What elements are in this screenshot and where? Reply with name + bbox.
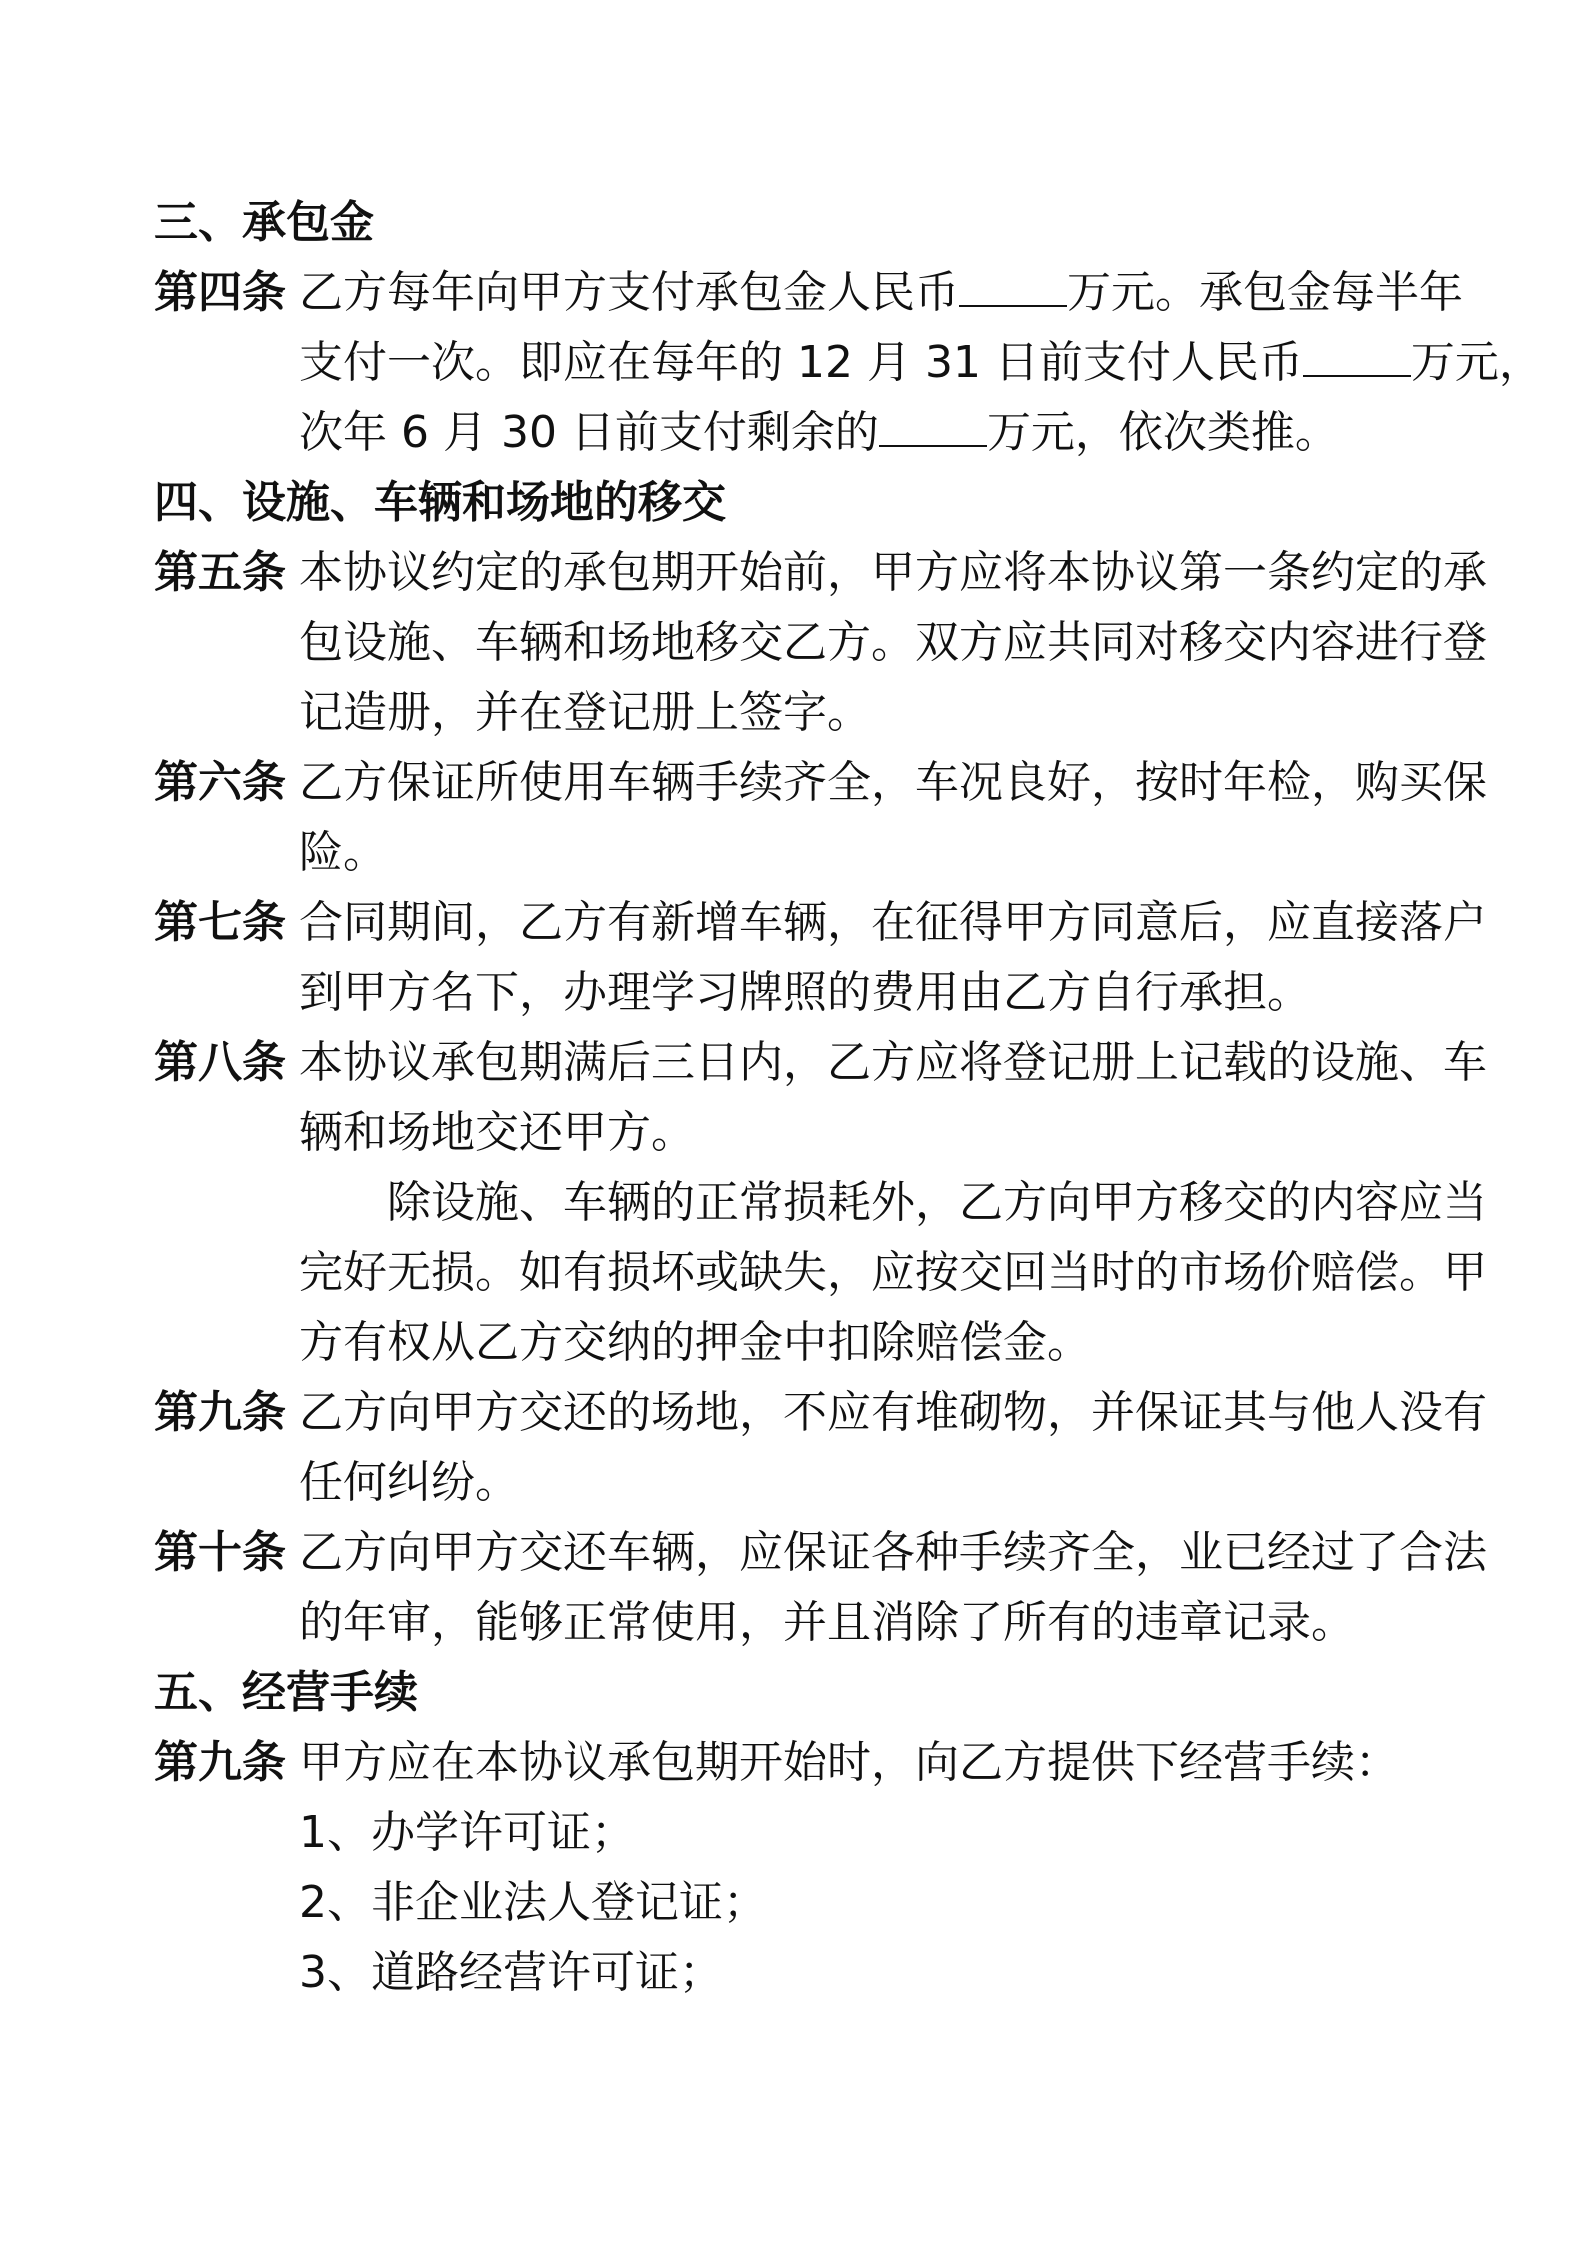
text-span: 支付一次。即应在每年的 12 月 31 日前支付人民币 — [299, 337, 1303, 388]
article-body — [299, 888, 1487, 1028]
article-line: 乙方向甲方交还的场地，不应有堆砌物，并保证其与他人没有 — [299, 1387, 1487, 1438]
article-body — [299, 538, 1487, 748]
article-body — [299, 1728, 1444, 1798]
list-item: 1、办学许可证； — [299, 1807, 635, 1858]
article-4 — [154, 258, 1543, 468]
article-8-paragraph-2 — [299, 1168, 1487, 1378]
article-line: 合同期间，乙方有新增车辆，在征得甲方同意后，应直接落户 — [299, 897, 1487, 948]
article-7 — [154, 888, 1487, 1028]
article-line: 除设施、车辆的正常损耗外，乙方向甲方移交的内容应当 — [387, 1177, 1487, 1228]
article-5 — [154, 538, 1487, 748]
article-line: 包设施、车辆和场地移交乙方。双方应共同对移交内容进行登 — [299, 617, 1487, 668]
section-heading-5: 五、经营手续 — [154, 1667, 418, 1718]
article-label: 第四条 — [154, 267, 286, 318]
article-line: 乙方向甲方交还车辆，应保证各种手续齐全，业已经过了合法 — [299, 1527, 1487, 1578]
article-line: 完好无损。如有损坏或缺失，应按交回当时的市场价赔偿。甲 — [299, 1247, 1487, 1298]
article-label: 第六条 — [154, 757, 286, 808]
article-label: 第七条 — [154, 897, 286, 948]
fill-blank — [879, 411, 987, 447]
section-heading-4: 四、设施、车辆和场地的移交 — [154, 477, 726, 528]
article-line: 甲方应在本协议承包期开始时，向乙方提供下经营手续： — [299, 1737, 1399, 1788]
list-item: 2、非企业法人登记证； — [299, 1877, 767, 1928]
article-line: 任何纠纷。 — [299, 1457, 519, 1508]
article-9-operations — [154, 1728, 1444, 1798]
article-label: 第八条 — [154, 1037, 286, 1088]
article-line: 本协议承包期满后三日内，乙方应将登记册上记载的设施、车 — [299, 1037, 1487, 1088]
article-line: 本协议约定的承包期开始前，甲方应将本协议第一条约定的承 — [299, 547, 1487, 598]
section-heading-3: 三、承包金 — [154, 197, 374, 248]
article-9 — [154, 1378, 1487, 1518]
text-span: 万元。承包金每半年 — [1067, 267, 1463, 318]
article-line: 记造册，并在登记册上签字。 — [299, 687, 871, 738]
article-6 — [154, 748, 1487, 888]
article-body — [299, 748, 1487, 888]
text-span: 万元， — [1410, 337, 1543, 388]
text-span: 乙方每年向甲方支付承包金人民币 — [299, 267, 959, 318]
article-8 — [154, 1028, 1487, 1168]
text-span: 万元，依次类推。 — [986, 407, 1339, 458]
article-line: 辆和场地交还甲方。 — [299, 1107, 695, 1158]
article-line: 的年审，能够正常使用，并且消除了所有的违章记录。 — [299, 1597, 1355, 1648]
article-label: 第十条 — [154, 1527, 286, 1578]
text-span: 次年 6 月 30 日前支付剩余的 — [299, 407, 879, 458]
fill-blank — [1303, 341, 1411, 377]
article-body — [299, 1518, 1487, 1658]
article-label: 第九条 — [154, 1737, 286, 1788]
article-label: 第九条 — [154, 1387, 286, 1438]
article-body — [299, 1378, 1487, 1518]
article-body — [299, 1028, 1487, 1168]
article-label: 第五条 — [154, 547, 286, 598]
article-10 — [154, 1518, 1487, 1658]
article-line — [299, 398, 1444, 468]
article-line: 到甲方名下，办理学习牌照的费用由乙方自行承担。 — [299, 967, 1311, 1018]
article-line: 险。 — [299, 827, 387, 878]
article-line — [299, 328, 1543, 398]
article-body — [299, 258, 1543, 468]
article-line: 乙方保证所使用车辆手续齐全，车况良好，按时年检，购买保 — [299, 757, 1487, 808]
article-line: 方有权从乙方交纳的押金中扣除赔偿金。 — [299, 1317, 1091, 1368]
fill-blank — [959, 271, 1067, 307]
list-item: 3、道路经营许可证； — [299, 1947, 723, 1998]
article-line — [299, 258, 1463, 328]
